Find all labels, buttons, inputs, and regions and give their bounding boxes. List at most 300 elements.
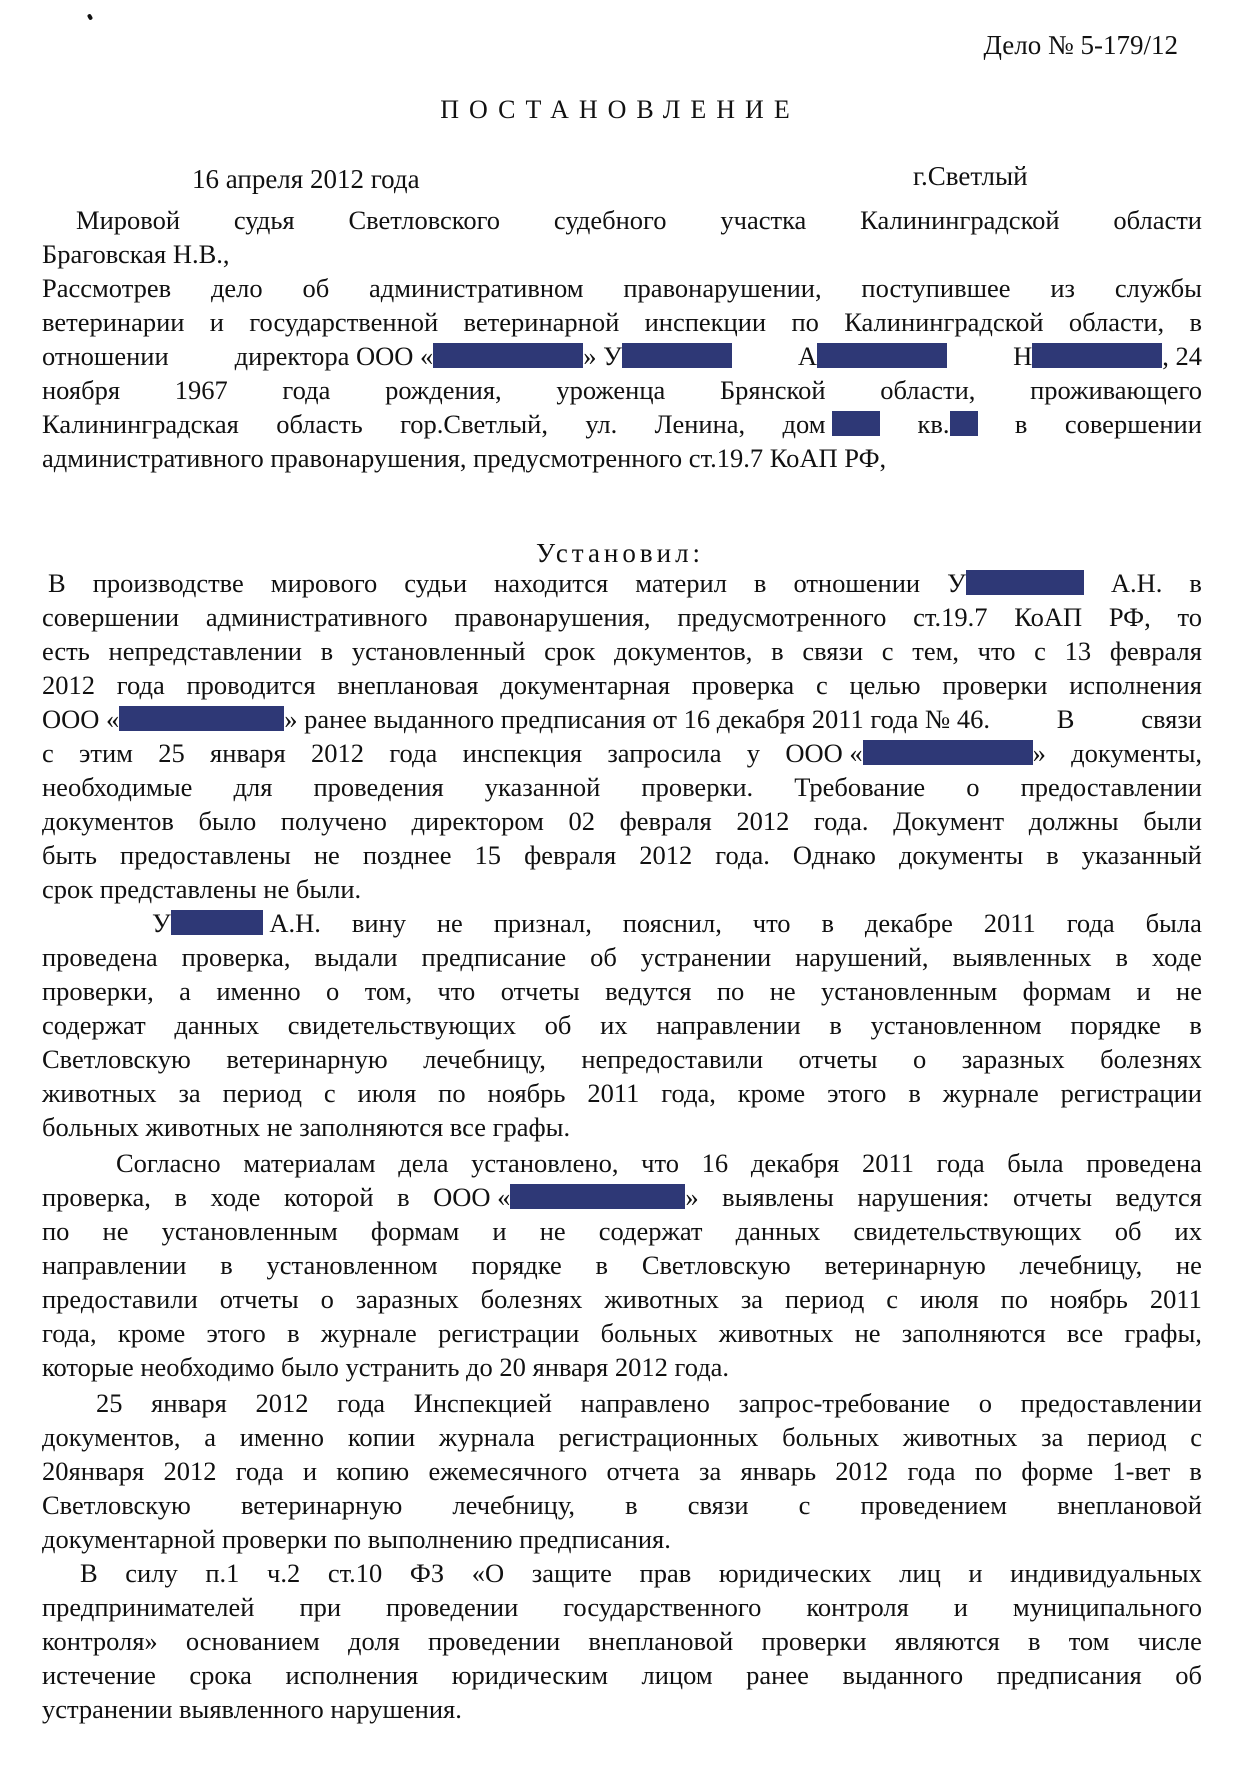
word: с <box>1034 636 1046 666</box>
word: доля <box>348 1626 400 1656</box>
word: участка <box>720 205 807 235</box>
word: февраля <box>1109 636 1202 666</box>
paragraph-4 <box>42 1386 1202 1556</box>
word: судебного <box>553 205 667 235</box>
word: болезнях <box>480 1284 583 1314</box>
word: 2012 <box>736 806 790 836</box>
word: Светловскую <box>42 1044 191 1074</box>
word: декабря <box>750 1148 840 1178</box>
text-line <box>42 1658 1202 1692</box>
word: свидетельствующих <box>853 1216 1082 1246</box>
word: есть <box>42 636 90 666</box>
word: их <box>600 1010 628 1040</box>
document-date: 16 апреля 2012 года <box>192 164 420 194</box>
word: года. <box>715 840 770 870</box>
word: проведена <box>42 942 158 972</box>
redaction <box>950 411 978 436</box>
word: являются <box>894 1626 1000 1656</box>
word: лечебницу, <box>452 1490 576 1520</box>
word: кроме <box>737 1078 806 1108</box>
word: что <box>437 976 476 1006</box>
word: года <box>337 1388 386 1418</box>
word: период <box>784 1284 865 1314</box>
word: Светловскую <box>42 1490 191 1520</box>
word: отчеты <box>219 1284 299 1314</box>
word: уроженца <box>556 375 666 405</box>
word: судья <box>233 205 295 235</box>
word: в <box>829 1010 842 1040</box>
word: для <box>233 772 273 802</box>
word: исполнения <box>1069 670 1202 700</box>
word: животных <box>718 1318 834 1348</box>
text-line: У А.Н. вину не признал, пояснил, что в декабре 2011 года была <box>152 908 1202 938</box>
word: ежемесячного <box>428 1456 588 1486</box>
word: позднее <box>362 840 452 870</box>
word: предоставлении <box>1020 772 1202 802</box>
word: 2011 <box>1149 1284 1202 1314</box>
word: проводится <box>186 670 316 700</box>
word: отчета <box>606 1456 680 1486</box>
word: в <box>320 636 334 666</box>
word: регистрации <box>1060 1078 1202 1108</box>
word: ходе <box>1151 942 1202 972</box>
word: числе <box>1137 1626 1202 1656</box>
word: в <box>1028 1626 1041 1656</box>
text-line: срок представлены не были. <box>42 874 362 904</box>
word: этого <box>827 1078 887 1108</box>
text-line <box>42 974 1202 1008</box>
word: года, <box>661 1078 716 1108</box>
word: по <box>42 1216 70 1246</box>
word: Брянской <box>719 375 826 405</box>
word: проведением <box>860 1490 1008 1520</box>
word: силу <box>125 1558 178 1588</box>
word: административного <box>205 602 428 632</box>
word: 2011 <box>587 1078 640 1108</box>
word: за <box>1041 1422 1064 1452</box>
word: о <box>912 1044 927 1074</box>
word: ст.10 <box>327 1558 383 1588</box>
word: 25 <box>96 1388 123 1418</box>
word: документарная <box>500 670 671 700</box>
word: содержат <box>598 1216 703 1246</box>
text-line <box>42 668 1202 702</box>
word: об <box>1114 1216 1142 1246</box>
word: были <box>1143 806 1202 836</box>
word: 2012 <box>255 1388 309 1418</box>
word: больных <box>600 1318 698 1348</box>
word: В <box>80 1558 98 1588</box>
intro-paragraph <box>42 203 1202 475</box>
text-line <box>42 600 1202 634</box>
word: предпринимателей <box>42 1592 255 1622</box>
word: года <box>282 375 331 405</box>
word: Светловского <box>348 205 501 235</box>
word: животных <box>42 1078 157 1108</box>
word: не <box>1175 1250 1202 1280</box>
word: установленный <box>351 636 526 666</box>
section-heading: Установил: <box>535 538 705 568</box>
word: предоставили <box>42 1284 198 1314</box>
word: январь <box>740 1456 817 1486</box>
intro-line <box>42 305 1202 339</box>
word: документов, <box>613 636 753 666</box>
word: период <box>222 1078 302 1108</box>
word: лечебницу, <box>1019 1250 1143 1280</box>
word: Рассмотрев <box>42 273 172 303</box>
word: в <box>908 1078 921 1108</box>
word: не <box>854 1318 881 1348</box>
word: 1-вет <box>1112 1456 1171 1486</box>
word: установленным <box>161 1216 338 1246</box>
word: об <box>302 273 330 303</box>
word: правонарушении, <box>623 273 822 303</box>
word: порядке <box>471 1250 562 1280</box>
word: и <box>953 1592 968 1622</box>
word: июля <box>919 1284 979 1314</box>
word: выданного <box>842 1660 964 1690</box>
word: в <box>1189 1456 1202 1486</box>
word: документов <box>42 806 174 836</box>
redaction <box>433 343 583 368</box>
word: 2012 <box>639 840 693 870</box>
redaction <box>510 1184 685 1209</box>
word: юридических <box>718 1558 872 1588</box>
word: указанной <box>484 772 601 802</box>
word: рождения, <box>385 375 502 405</box>
word: 15 <box>474 840 502 870</box>
word: за <box>698 1456 722 1486</box>
word: по <box>716 976 745 1006</box>
word: нарушений, <box>795 942 929 972</box>
word: директором <box>411 806 544 836</box>
word: по <box>974 1456 1003 1486</box>
word: проведении <box>386 1592 519 1622</box>
word: января <box>151 1388 227 1418</box>
word: целью <box>849 670 921 700</box>
word: 2012 <box>42 670 95 700</box>
text-line: которые необходимо было устранить до 20 января 2012 года. <box>42 1352 730 1382</box>
word: что <box>977 636 1016 666</box>
word: юридическим <box>451 1660 608 1690</box>
redaction <box>1032 343 1162 368</box>
word: заразных <box>961 1044 1065 1074</box>
word: проверка <box>691 670 795 700</box>
word: установленном <box>266 1250 438 1280</box>
word: в <box>220 1250 233 1280</box>
word: период <box>1087 1422 1167 1452</box>
word: 1967 <box>174 375 228 405</box>
word: Согласно <box>116 1148 221 1178</box>
word: необходимые <box>42 772 193 802</box>
word: об <box>544 1010 572 1040</box>
word: именно <box>216 976 301 1006</box>
word: июля <box>357 1078 417 1108</box>
word: свидетельствующих <box>287 1010 516 1040</box>
word: службы <box>1114 273 1202 303</box>
word: направлено <box>580 1388 710 1418</box>
redaction <box>966 570 1084 595</box>
text-line: ООО « » ранее выданного предписания от 16 декабря 2011 года № 46. В связи <box>42 704 1202 734</box>
word: проверки. <box>641 772 754 802</box>
word: направлении <box>42 1250 187 1280</box>
word: именно <box>239 1422 325 1452</box>
word: и <box>492 1216 507 1246</box>
text-line <box>42 1420 1202 1454</box>
word: с <box>815 670 828 700</box>
word: с <box>323 1078 336 1108</box>
paragraph-2 <box>42 906 1202 1144</box>
word: запрос-требование <box>738 1388 951 1418</box>
word: правонарушения, <box>454 602 651 632</box>
word: связи <box>802 636 864 666</box>
word: предусмотренного <box>677 602 887 632</box>
text-line <box>42 1214 1202 1248</box>
word: с <box>881 636 894 666</box>
word: установленном <box>870 1010 1042 1040</box>
word: должны <box>1028 806 1119 836</box>
word: их <box>1174 1216 1202 1246</box>
word: было <box>198 806 257 836</box>
word: в <box>287 1318 300 1348</box>
word: 2012 <box>835 1456 889 1486</box>
word: Однако <box>792 840 876 870</box>
word: ветеринарии <box>42 307 185 337</box>
word: непредоставили <box>581 1044 764 1074</box>
text-line <box>42 1076 1202 1110</box>
word: связи <box>687 1490 749 1520</box>
word: регистрации <box>438 1318 580 1348</box>
word: предоставлении <box>1020 1388 1202 1418</box>
word: года <box>936 1148 985 1178</box>
word: и <box>968 1558 983 1588</box>
word: Мировой <box>76 205 181 235</box>
word: при <box>299 1592 342 1622</box>
word: года <box>116 670 165 700</box>
word: форме <box>1021 1456 1094 1486</box>
word: не <box>102 1216 129 1246</box>
word: данных <box>735 1216 821 1246</box>
word: лечебницу, <box>423 1044 546 1074</box>
word: проведения <box>313 772 444 802</box>
word: в <box>1189 307 1202 337</box>
word: кроме <box>117 1318 186 1348</box>
text-line: больных животных не заполняются все графы. <box>42 1112 571 1142</box>
word: о <box>326 976 340 1006</box>
document-city: г.Светлый <box>913 161 1028 191</box>
word: муниципального <box>1012 1592 1202 1622</box>
word: внеплановая <box>337 670 479 700</box>
word: не <box>539 1216 566 1246</box>
intro-line: отношении директора ООО « » У А Н , 24 <box>42 341 1202 371</box>
paragraph-5 <box>42 1556 1202 1726</box>
word: выдали <box>314 942 398 972</box>
word: предоставлены <box>120 840 291 870</box>
word: 02 <box>568 806 596 836</box>
word: графы, <box>1124 1318 1202 1348</box>
word: 2012 <box>163 1456 217 1486</box>
word: индивидуальных <box>1010 1558 1202 1588</box>
word: больных <box>782 1422 880 1452</box>
word: предписания <box>996 1660 1142 1690</box>
word: истечение <box>42 1660 156 1690</box>
word: дело <box>210 273 263 303</box>
word: Документ <box>893 806 1005 836</box>
word: государственной <box>249 307 439 337</box>
word: административном <box>369 273 584 303</box>
word: журнале <box>320 1318 417 1348</box>
word: проверка, <box>181 942 291 972</box>
word: прав <box>639 1558 692 1588</box>
word: выявленных <box>952 942 1092 972</box>
word: в <box>595 1250 609 1280</box>
word: ранее <box>746 1660 809 1690</box>
word: контроля <box>806 1592 909 1622</box>
word: основанием <box>185 1626 320 1656</box>
intro-line <box>42 373 1202 407</box>
word: установлено, <box>471 1148 619 1178</box>
word: ветеринарную <box>240 1490 403 1520</box>
text-line <box>42 770 1202 804</box>
word: года. <box>813 806 869 836</box>
word: февраля <box>619 806 712 836</box>
word: устранении <box>640 942 772 972</box>
text-line <box>42 1042 1202 1076</box>
word: 16 <box>701 1148 729 1178</box>
word: ветеринарную <box>226 1044 388 1074</box>
word: дела <box>398 1148 449 1178</box>
word: «О <box>471 1558 505 1588</box>
text-line <box>42 1146 1202 1180</box>
word: внеплановой <box>588 1626 734 1656</box>
redaction <box>832 411 880 436</box>
word: срок <box>544 636 596 666</box>
word: по <box>1000 1284 1029 1314</box>
text-line: с этим 25 января 2012 года инспекция запросила у ООО « » документы, <box>42 738 1202 768</box>
word: регистрационных <box>558 1422 759 1452</box>
word: животных <box>604 1284 719 1314</box>
text-line: В производстве мирового судьи находится материл в отношении У А.Н. в <box>48 568 1202 598</box>
word: Светловскую <box>641 1250 791 1280</box>
word: из <box>1050 273 1076 303</box>
text-line <box>42 1386 1202 1420</box>
text-line <box>42 1556 1202 1590</box>
word: ч.2 <box>267 1558 301 1588</box>
word: том <box>1068 1626 1110 1656</box>
word: материалам <box>243 1148 376 1178</box>
word: об <box>590 942 617 972</box>
word: лицом <box>641 1660 713 1690</box>
text-line <box>42 634 1202 668</box>
word: ФЗ <box>409 1558 445 1588</box>
word: государственного <box>563 1592 762 1622</box>
word: РФ, <box>1108 602 1151 632</box>
word: формам <box>1022 976 1112 1006</box>
word: КоАП <box>1014 602 1083 632</box>
text-line <box>42 1454 1202 1488</box>
word: области, <box>880 375 976 405</box>
text-line <box>42 1590 1202 1624</box>
word: об <box>1175 1660 1202 1690</box>
word: направлении <box>656 1010 801 1040</box>
word: Инспекцией <box>413 1388 552 1418</box>
text-line <box>42 1316 1202 1350</box>
word: не <box>313 840 340 870</box>
case-number: Дело № 5-179/12 <box>983 30 1178 60</box>
word: а <box>204 1422 216 1452</box>
word: п.1 <box>205 1558 240 1588</box>
word: исполнения <box>285 1660 419 1690</box>
word: области <box>1113 205 1202 235</box>
word: отчеты <box>798 1044 878 1074</box>
word: контроля» <box>42 1626 158 1656</box>
word: копию <box>336 1456 410 1486</box>
word: февраля <box>524 840 617 870</box>
word: за <box>178 1078 201 1108</box>
word: ноябрь <box>1049 1284 1128 1314</box>
text-line <box>42 804 1202 838</box>
word: копии <box>347 1422 416 1452</box>
word: инспекции <box>644 307 767 337</box>
word: ноябрь <box>487 1078 566 1108</box>
word: проверки <box>942 670 1048 700</box>
word: то <box>1177 602 1202 632</box>
intro-line: Браговская Н.В., <box>42 239 230 269</box>
word: области, <box>1068 307 1165 337</box>
word: по <box>791 307 819 337</box>
word: содержат <box>42 1010 146 1040</box>
word: о <box>320 1284 334 1314</box>
paragraph-3 <box>42 1146 1202 1384</box>
word: о <box>978 1388 992 1418</box>
word: непредставлении <box>108 636 302 666</box>
text-line <box>42 1624 1202 1658</box>
intro-line <box>42 271 1202 305</box>
word: и <box>1136 976 1151 1006</box>
word: документов, <box>42 1422 181 1452</box>
word: года <box>235 1456 284 1486</box>
text-line: проверка, в ходе которой в ООО « » выявлены нарушения: отчеты ведутся <box>42 1182 1202 1212</box>
document-title: ПОСТАНОВЛЕНИЕ <box>440 95 800 124</box>
word: года, <box>42 1318 97 1348</box>
text-line: устранении выявленного нарушения. <box>42 1694 462 1724</box>
word: проведении <box>427 1626 561 1656</box>
word: Калининградской <box>860 205 1060 235</box>
text-line: документарной проверки по выполнению предписания. <box>42 1524 671 1554</box>
word: по <box>438 1078 466 1108</box>
intro-line: Калининградская область гор.Светлый, ул. Ленина, дом кв. в совершении <box>42 409 1202 439</box>
word: Требование <box>794 772 926 802</box>
word: указанный <box>1081 840 1202 870</box>
word: проживающего <box>1030 375 1202 405</box>
word: порядке <box>1070 1010 1161 1040</box>
scan-speck <box>87 13 93 20</box>
word: проверки <box>761 1626 867 1656</box>
intro-line <box>42 203 1202 237</box>
word: этого <box>206 1318 266 1348</box>
word: журнале <box>942 1078 1039 1108</box>
word: была <box>1007 1148 1064 1178</box>
word: а <box>179 976 191 1006</box>
text-line <box>42 1008 1202 1042</box>
word: не <box>1176 976 1202 1006</box>
paragraph-1 <box>42 566 1202 906</box>
word: быть <box>42 840 97 870</box>
word: заразных <box>355 1284 459 1314</box>
word: данных <box>174 1010 260 1040</box>
word: тем, <box>912 636 959 666</box>
word: проведена <box>1086 1148 1202 1178</box>
